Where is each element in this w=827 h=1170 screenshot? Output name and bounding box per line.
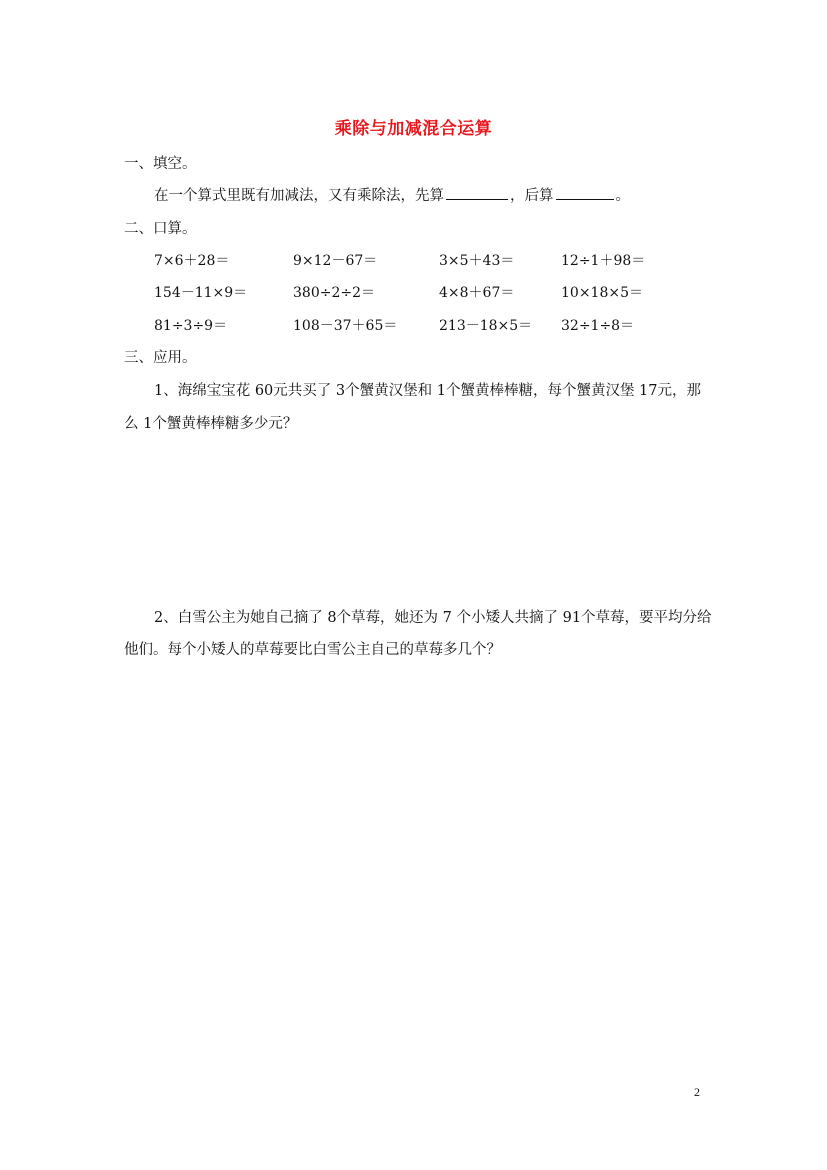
fill-sentence-part2: ，后算 [510,188,554,204]
calc-item: 9×12－67＝ [293,253,378,269]
calc-item: 4×8＋67＝ [439,285,515,301]
fill-sentence-part1: 在一个算式里既有加减法，又有乘除法，先算 [154,188,444,204]
question-2-line-2: 他们。每个小矮人的草莓要比白雪公主自己的草莓多几个？ [124,642,501,658]
calc-item: 213－18×5＝ [439,318,533,334]
calc-item: 7×6＋28＝ [154,253,230,269]
calc-item: 10×18×5＝ [561,285,643,301]
answer-blank-2[interactable] [556,187,614,200]
calc-item: 3×5＋43＝ [439,253,515,269]
section-fill-heading: 一、填空。 [124,156,197,172]
calc-item: 32÷1÷8＝ [561,318,635,334]
question-1-line-1: 1、海绵宝宝花 60元共买了 3个蟹黄汉堡和 1个蟹黄棒棒糖，每个蟹黄汉堡 17元，那 [154,383,702,399]
page-title: 乘除与加减混合运算 [334,119,493,139]
answer-blank-1[interactable] [446,187,508,200]
question-2-line-1: 2、白雪公主为她自己摘了 8个草莓，她还为 7 个小矮人共摘了 91个草莓，要平均分给 [154,610,712,626]
page-number: 2 [694,1085,700,1099]
section-apply-heading: 三、应用。 [124,350,197,366]
calc-item: 81÷3÷9＝ [154,318,228,334]
calc-item: 154－11×9＝ [154,285,248,301]
calc-item: 108－37＋65＝ [293,318,398,334]
fill-sentence [154,184,630,205]
calc-item: 12÷1＋98＝ [561,253,646,269]
calc-item: 380÷2÷2＝ [293,285,375,301]
section-mental-heading: 二、口算。 [124,221,197,237]
fill-sentence-part3: 。 [615,188,630,204]
question-1-line-2: 么 1个蟹黄棒棒糖多少元？ [124,416,298,432]
